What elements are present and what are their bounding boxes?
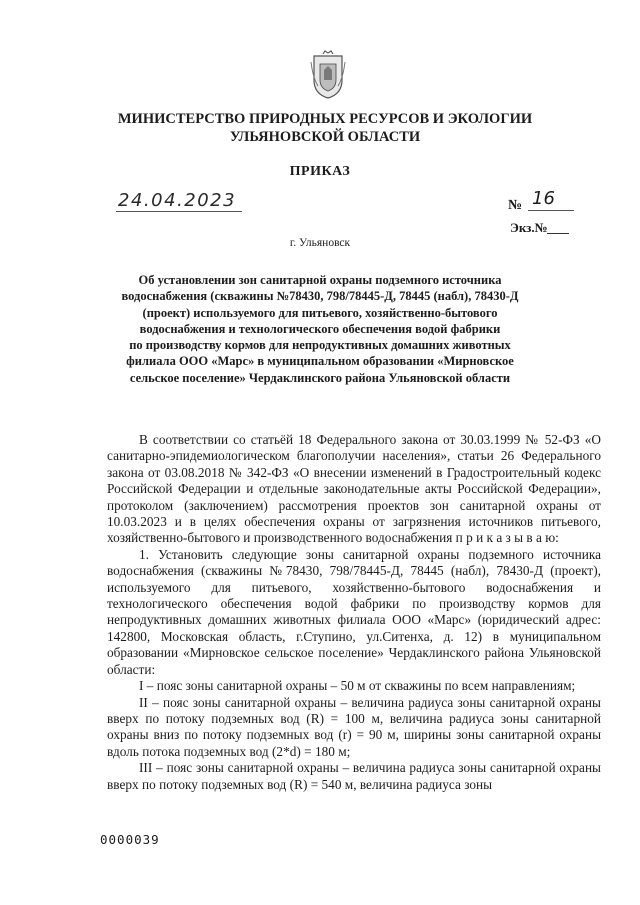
copy-number-label: Экз.№	[510, 220, 548, 235]
preamble-paragraph: В соответствии со статьёй 18 Федерального закона от 30.03.1999 № 52-ФЗ «О санитарно-эпидемиологическом благополучии населения», статьи 26 Федерального закона от 03.08.2018 № 342-ФЗ «О внесении изменений в Градостроительный кодекс Российской Федерации и отдельные законодательные акты Российской Федерации», протоколом (заключением) рассмотрения проектов зон санитарной охраны от 10.03.2023 и в целях обеспечения охраны от загрязнения источников питьевого, хозяйственно-бытового и производственного водоснабжения п р и к а з ы в а ю:	[107, 432, 601, 546]
form-serial-number: 0000039	[100, 832, 160, 847]
subject-line: водоснабжения и технологического обеспечения водой фабрики	[139, 321, 501, 336]
zone-belt-2-paragraph: II – пояс зоны санитарной охраны – величина радиуса зоны санитарной охраны вверх по потоку подземных вод (R) = 100 м, величина радиуса зоны санитарной охраны вниз по потоку подземных вод (r) = 90 м, ширины зоны санитарной охраны вдоль потока подземных вод (2*d) = 180 м;	[107, 694, 601, 759]
subject-line: сельское поселение» Чердаклинского района Ульяновской области	[129, 370, 511, 385]
order-body	[107, 432, 601, 793]
subject-line: (проект) используемого для питьевого, хозяйственно-бытового	[142, 305, 498, 320]
ministry-line-1: МИНИСТЕРСТВО ПРИРОДНЫХ РЕСУРСОВ И ЭКОЛОГИИ	[117, 111, 533, 127]
city: г. Ульяновск	[289, 237, 351, 249]
order-number: 16	[528, 188, 574, 211]
subject-line: по производству кормов для непродуктивных домашних животных	[129, 338, 511, 353]
order-subject	[120, 272, 520, 386]
ministry-title	[100, 110, 550, 146]
clause-1-paragraph: 1. Установить следующие зоны санитарной охраны подземного источника водоснабжения (скважины №78430, 798/78445-Д, 78445 (набл), 78430-Д (проект), используемого для питьевого, хозяйственно-бытового водоснабжения и технологического обеспечения водой фабрики по производству кормов для непродуктивных домашних животных филиала ООО «Марс» (юридический адрес: 142800, Московская область, г.Ступино, ул.Ситенха, д. 12) в муниципальном образовании «Мирновское сельское поселение» Чердаклинского района Ульяновской области:	[107, 546, 601, 677]
coat-of-arms-icon	[310, 50, 346, 100]
subject-line: филиала ООО «Марс» в муниципальном образовании «Мирновское	[126, 354, 514, 369]
copy-number-line	[547, 233, 569, 234]
ministry-line-2: УЛЬЯНОВСКОЙ ОБЛАСТИ	[229, 129, 421, 145]
doc-type: ПРИКАЗ	[289, 164, 351, 179]
subject-line: водоснабжения (скважины №78430, 798/78445-Д, 78445 (набл), 78430-Д	[121, 289, 519, 304]
zone-belt-1-paragraph: I – пояс зоны санитарной охраны – 50 м от скважины по всем направлениям;	[139, 678, 576, 694]
zone-belt-3-paragraph: III – пояс зоны санитарной охраны – величина радиуса зоны санитарной охраны вверх по потоку подземных вод (R) = 540 м, величина радиуса зоны	[107, 760, 601, 792]
number-label: №	[508, 198, 523, 213]
order-date: 24.04.2023	[116, 190, 242, 212]
subject-line: Об установлении зон санитарной охраны подземного источника	[138, 273, 502, 287]
